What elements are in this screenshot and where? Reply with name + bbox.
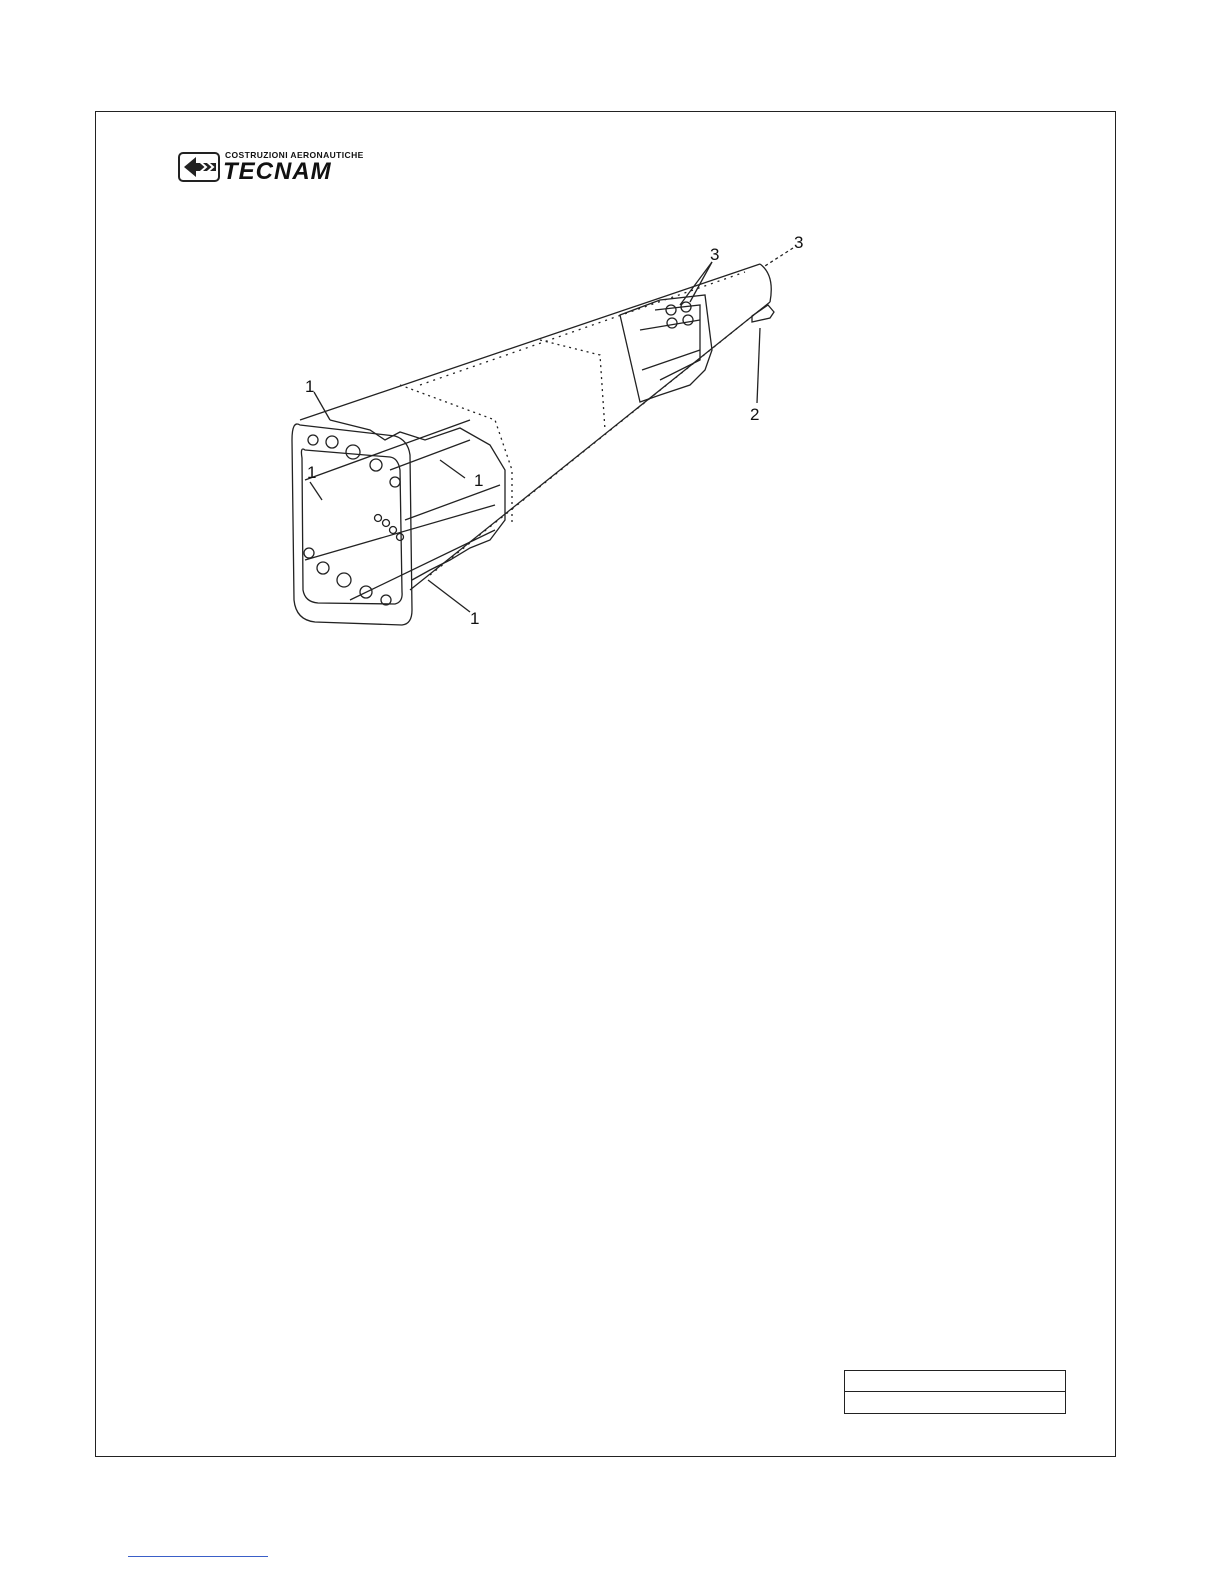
skin-bottom-edge [410, 302, 770, 590]
callout-1-top: 1 [305, 377, 315, 396]
footer-link-underline[interactable] [128, 1556, 268, 1557]
callout-1-frame: 1 [307, 463, 317, 482]
callout-3-tail: 3 [794, 233, 804, 252]
callout-2: 2 [750, 405, 760, 424]
revision-box [844, 1370, 1066, 1414]
logo-brand: TECNAM [223, 158, 332, 185]
revision-row [845, 1392, 1065, 1413]
skin-top-edge [300, 264, 760, 420]
callout-1-stringer: 1 [474, 471, 484, 490]
revision-row [845, 1371, 1065, 1392]
callout-1-bottom: 1 [470, 609, 480, 628]
skin-tail-end [760, 264, 771, 302]
cutaway-edge [330, 420, 505, 580]
tailcone-structure-drawing [0, 0, 1224, 700]
logo-tagline: COSTRUZIONI AERONAUTICHE [225, 150, 364, 160]
callout-3-frame: 3 [710, 245, 720, 264]
